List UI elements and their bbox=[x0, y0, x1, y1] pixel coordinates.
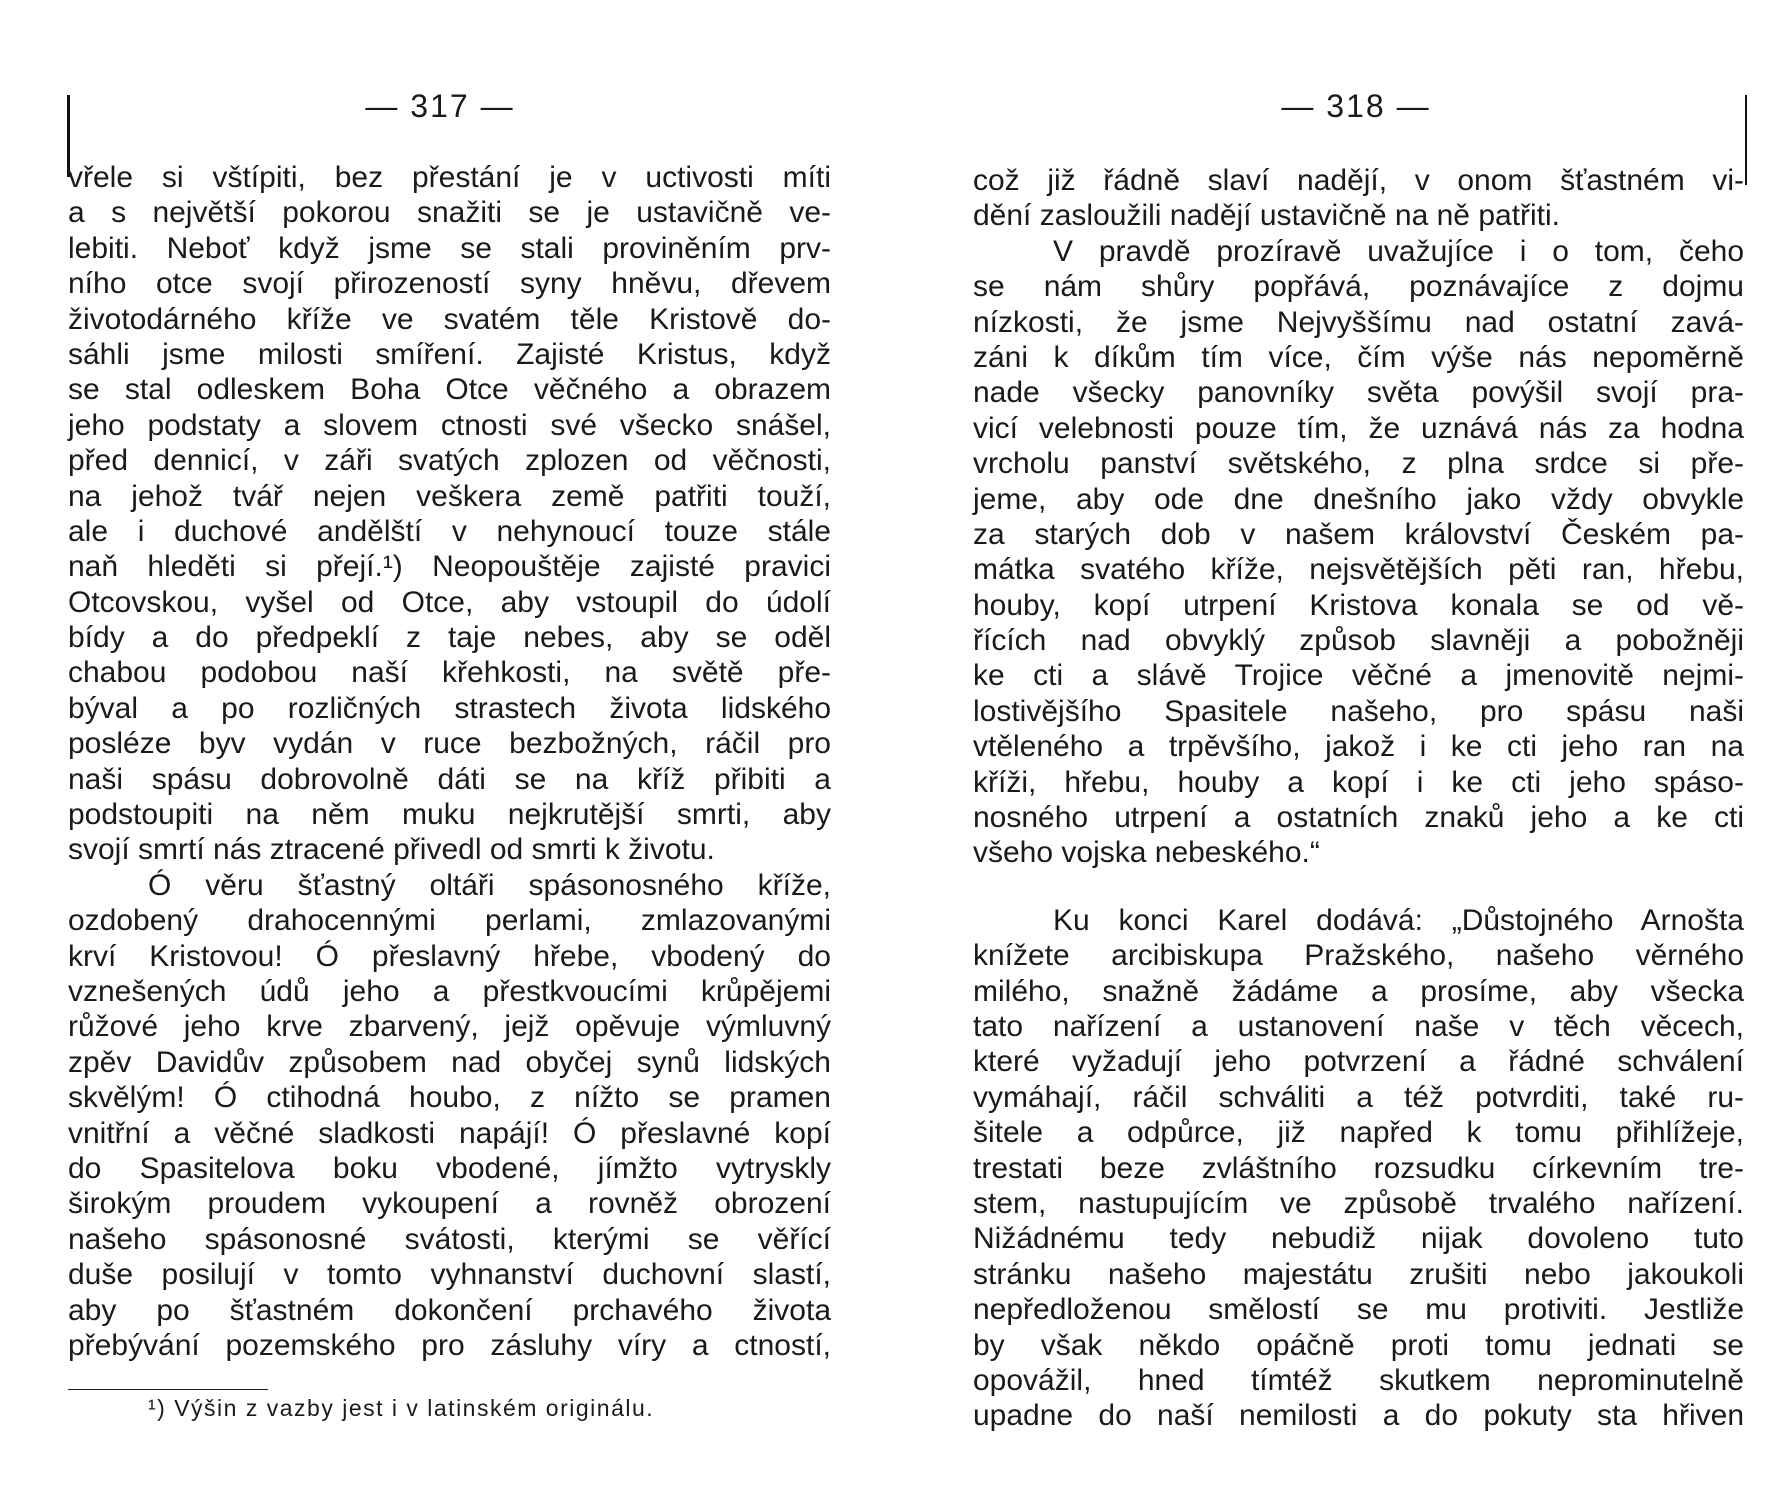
text-line: vymáhají, ráčil schváliti a též potvrditi, také ru- bbox=[973, 1080, 1744, 1114]
text-line: sáhli jsme milosti smíření. Zajisté Kristus, když bbox=[68, 337, 831, 371]
text-line: Nižádnému tedy nebudiž nijak dovoleno tuto bbox=[973, 1222, 1744, 1256]
text-line: knížete arcibiskupa Pražského, našeho věrného bbox=[973, 939, 1744, 973]
text-line: za starých dob v našem království Českém pa- bbox=[973, 517, 1744, 551]
text-line: stem, nastupujícím ve způsobě trvalého nařízení. bbox=[973, 1186, 1744, 1220]
text-line: ního otce svojí přirozeností syny hněvu, dřevem bbox=[68, 267, 831, 301]
text-line: se nám shůry popřává, poznávajíce z dojmu bbox=[973, 270, 1744, 304]
text-line: nízkosti, že jsme Nejvyššímu nad ostatní zavá- bbox=[973, 305, 1744, 339]
text-line: vtěleného a trpěvšího, jakož i ke cti jeho ran na bbox=[973, 730, 1744, 764]
paragraph-gap bbox=[973, 871, 1744, 903]
text-line: aby po šťastném dokončení prchavého života bbox=[68, 1293, 831, 1327]
text-line: se stal odleskem Boha Otce věčného a obrazem bbox=[68, 373, 831, 407]
text-line: šitele a odpůrce, již napřed k tomu přihlížeje, bbox=[973, 1116, 1744, 1150]
text-line: kříži, hřebu, houby a kopí i ke cti jeho spáso- bbox=[973, 765, 1744, 799]
text-line: růžové jeho krve zbarvený, jejž opěvuje výmluvný bbox=[68, 1010, 831, 1044]
text-line: vznešených údů jeho a přestkvoucími krůpějemi bbox=[68, 974, 831, 1008]
text-line: řících nad obvyklý způsob slavněji a pobožněji bbox=[973, 624, 1744, 658]
text-line: upadne do naší nemilosti a do pokuty sta hřiven bbox=[973, 1399, 1744, 1433]
text-line: nosného utrpení a ostatních znaků jeho a ke cti bbox=[973, 801, 1744, 835]
text-line: ale i duchové andělští v nehynoucí touze stále bbox=[68, 514, 831, 548]
text-line: všeho vojska nebeského.“ bbox=[973, 836, 1320, 870]
text-line: životodárného kříže ve svatém těle Kristově do- bbox=[68, 302, 831, 336]
text-line: což již řádně slaví nadějí, v onom šťastném vi- bbox=[973, 164, 1744, 197]
text-line: a s největší pokorou snažiti se je ustavičně ve- bbox=[68, 196, 831, 230]
text-line: tato nařízení a ustanovení naše v těch věcech, bbox=[973, 1009, 1744, 1043]
text-line: nepředloženou smělostí se mu protiviti. Jestliže bbox=[973, 1293, 1744, 1327]
right-page bbox=[891, 0, 1782, 1501]
text-line: dění zasloužili nadějí ustavičně na ně patřiti. bbox=[973, 199, 1561, 233]
text-line: svojí smrtí nás ztracené přivedl od smrti k životu. bbox=[68, 833, 715, 867]
text-line: skvělým! Ó ctihodná houbo, z nížto se pramen bbox=[68, 1081, 831, 1115]
text-line: podstoupiti na něm muku nejkrutější smrti, aby bbox=[68, 798, 831, 832]
text-line: duše posilují v tomto vyhnanství duchovní slastí, bbox=[68, 1258, 831, 1292]
text-line: naň hleděti si přejí.¹) Neopouštěje zajisté pravici bbox=[68, 550, 831, 584]
text-line: jeho podstaty a slovem ctnosti své všecko snášel, bbox=[68, 408, 831, 442]
text-line: do Spasitelova boku vbodené, jímžto vytryskly bbox=[68, 1151, 831, 1185]
text-line: by však někdo opáčně proti tomu jednati se bbox=[973, 1328, 1744, 1362]
text-line: krví Kristovou! Ó přeslavný hřebe, vbodený do bbox=[68, 939, 831, 973]
right-page-text bbox=[973, 163, 1744, 1434]
text-line: na jehož tvář nejen veškera země patřiti touží, bbox=[68, 479, 831, 513]
text-line: milého, snažně žádáme a prosíme, aby všecka bbox=[973, 974, 1744, 1008]
text-line: které vyžadují jeho potvrzení a řádné schválení bbox=[973, 1045, 1744, 1079]
text-line: býval a po rozličných strastech života lidského bbox=[68, 691, 831, 725]
text-line: houby, kopí utrpení Kristova konala se od vě- bbox=[973, 588, 1744, 622]
text-line: naši spásu dobrovolně dáti se na kříž přibiti a bbox=[68, 762, 831, 796]
text-line: zpěv Davidův způsobem nad obyčej synů lidských bbox=[68, 1045, 831, 1079]
text-line: před dennicí, v záři svatých zplozen od věčnosti, bbox=[68, 444, 831, 478]
text-line: ozdobený drahocennými perlami, zmlazovanými bbox=[68, 904, 831, 938]
paragraph-start-line: V pravdě prozíravě uvažujíce i o tom, čeho bbox=[1053, 234, 1744, 268]
text-line: přebývání pozemského pro zásluhy víry a ctností, bbox=[68, 1328, 831, 1362]
text-line: vřele si vštípiti, bez přestání je v uctivosti míti bbox=[68, 161, 831, 194]
left-page-text bbox=[68, 160, 831, 1363]
text-line: posléze byv vydán v ruce bezbožných, ráčil pro bbox=[68, 727, 831, 761]
scan-edge-right bbox=[1745, 95, 1747, 185]
text-line: Otcovskou, vyšel od Otce, aby vstoupil do údolí bbox=[68, 585, 831, 619]
text-line: vnitřní a věčné sladkosti napájí! Ó přeslavné kopí bbox=[68, 1116, 831, 1150]
text-line: širokým proudem vykoupení a rovněž obrození bbox=[68, 1187, 831, 1221]
text-line: ke cti a slávě Trojice věčné a jmenovitě nejmi- bbox=[973, 659, 1744, 693]
text-line: vrcholu panství světského, z plna srdce si pře- bbox=[973, 447, 1744, 481]
page-number-317: — 317 — bbox=[365, 88, 515, 124]
text-line: lebiti. Neboť když jsme se stali proviněním prv- bbox=[68, 231, 831, 265]
text-line: chabou podobou naší křehkosti, na světě pře- bbox=[68, 656, 831, 690]
paragraph-start-line: Ku konci Karel dodává: „Důstojného Arnošta bbox=[1053, 903, 1744, 937]
paragraph-start-line: Ó věru šťastný oltáři spásonosného kříže, bbox=[148, 868, 831, 902]
footnote: ¹) Výšin z vazby jest i v latinském originálu. bbox=[148, 1395, 655, 1421]
text-line: nade všecky panovníky světa povýšil svojí pra- bbox=[973, 376, 1744, 410]
text-line: bídy a do předpeklí z taje nebes, aby se oděl bbox=[68, 621, 831, 655]
text-line: našeho spásonosné svátosti, kterými se věřící bbox=[68, 1222, 831, 1256]
text-line: stránku našeho majestátu zrušiti nebo jakoukoli bbox=[973, 1257, 1744, 1291]
text-line: trestati beze zvláštního rozsudku církevním tre- bbox=[973, 1151, 1744, 1185]
text-line: lostivějšího Spasitele našeho, pro spásu naši bbox=[973, 694, 1744, 728]
text-line: mátka svatého kříže, nejsvětějších pěti ran, hřebu, bbox=[973, 553, 1744, 587]
page-number-318: — 318 — bbox=[1281, 88, 1431, 124]
text-line: opovážil, hned tímtéž skutkem neprominutelně bbox=[973, 1363, 1744, 1397]
text-line: jeme, aby ode dne dnešního jako vždy obvykle bbox=[973, 482, 1744, 516]
footnote-divider bbox=[68, 1389, 268, 1390]
text-line: záni k díkům tím více, čím výše nás nepoměrně bbox=[973, 340, 1744, 374]
text-line: vicí velebnosti pouze tím, že uznává nás za hodna bbox=[973, 411, 1744, 445]
